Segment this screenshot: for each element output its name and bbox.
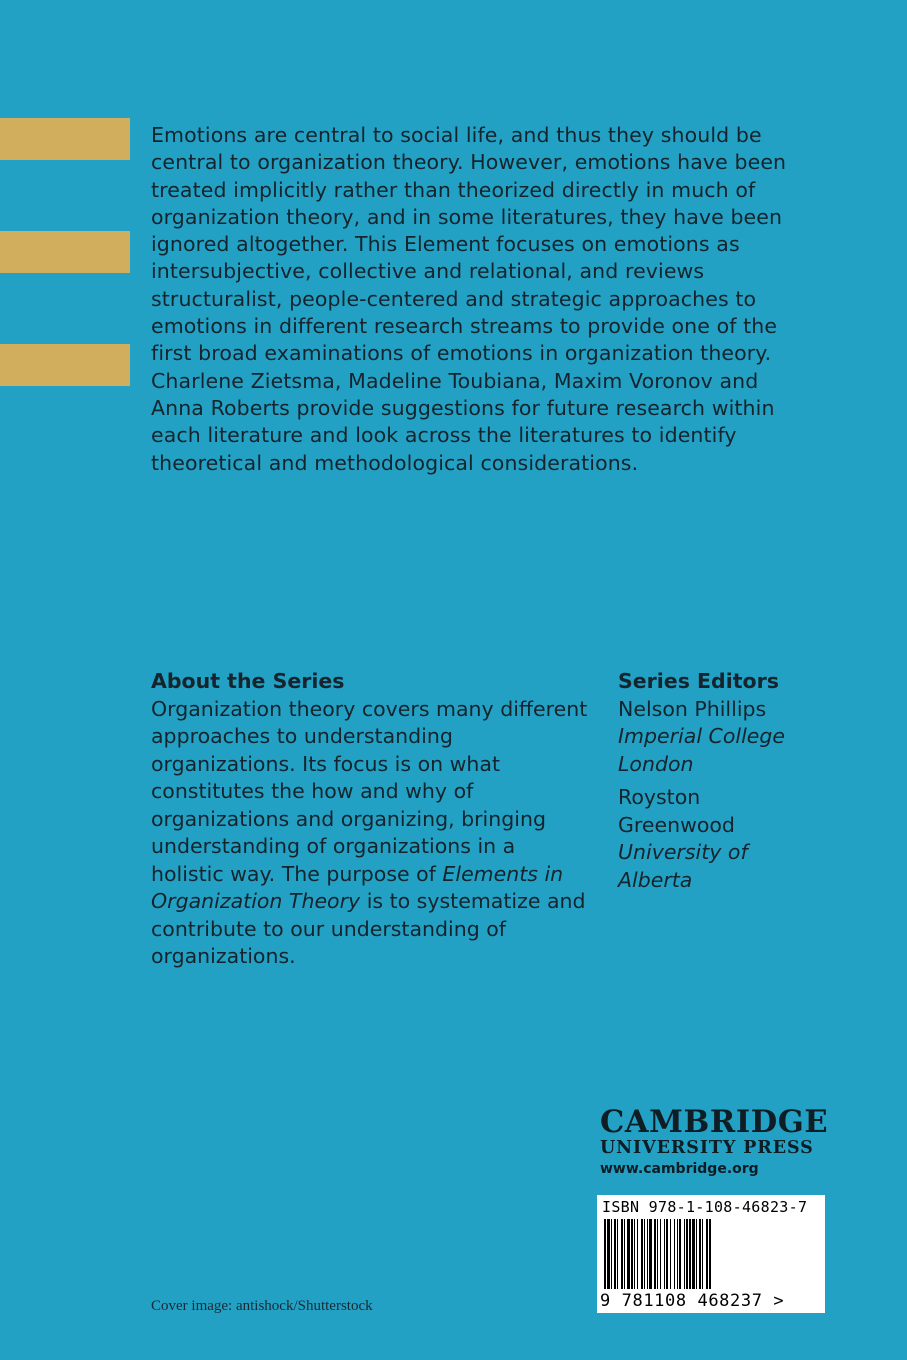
barcode-bar	[696, 1219, 697, 1289]
barcode-bar	[689, 1219, 691, 1289]
publisher-website: www.cambridge.org	[600, 1161, 759, 1177]
barcode-bar	[647, 1219, 648, 1289]
ean-digits: 9 781108 468237 >	[600, 1291, 785, 1311]
book-description: Emotions are central to social life, and thus they should be central to organization theory. However, emotions have been treated implicitly rather than theorized directly in much of organization theory, and in some literatures, they have been ignored altogether. This Element focuses on emotions as intersubjective, collective and relational, and reviews structuralist, people-centered and strategic approaches to emotions in different research streams to provide one of the first broad examinations of emotions in organization theory. Charlene Zietsma, Madeline Toubiana, Maxim Voronov and Anna Roberts provide suggestions for future research within each literature and look across the literatures to identify theoretical and methodological considerations.	[151, 123, 787, 475]
barcode-bar	[621, 1219, 623, 1289]
barcode-bar	[660, 1219, 661, 1289]
barcode-bar	[657, 1219, 658, 1289]
barcode-bar	[637, 1219, 638, 1289]
barcode-bar	[684, 1219, 685, 1289]
barcode-bar	[702, 1219, 703, 1289]
barcode-bar	[617, 1219, 618, 1289]
barcode-bar	[641, 1219, 643, 1289]
barcode-bar	[631, 1219, 633, 1289]
about-the-series	[151, 668, 591, 971]
barcode-bar	[634, 1219, 635, 1289]
editor-name: Nelson Phillips	[618, 696, 767, 721]
publisher-name: CAMBRIDGE	[600, 1104, 829, 1140]
publisher-logo	[600, 1104, 829, 1177]
barcode-bar	[614, 1219, 616, 1289]
barcode-bar	[664, 1219, 665, 1289]
barcode-bar	[624, 1219, 625, 1289]
barcode-bar	[607, 1219, 610, 1289]
editor-entry	[618, 784, 818, 894]
series-editors	[618, 668, 818, 900]
accent-bar	[0, 344, 130, 386]
about-series-text-end: is to systematize and contribute to our understanding of organizations.	[151, 889, 586, 968]
editor-name: Royston Greenwood	[618, 785, 735, 837]
barcode-bar	[604, 1219, 606, 1289]
cover-image-credit: Cover image: antishock/Shutterstock	[151, 1298, 373, 1314]
editor-affiliation: Imperial College London	[618, 724, 786, 776]
editor-entry	[618, 696, 818, 779]
about-series-text-start: Organization theory covers many different approaches to understanding organizations. Its focus is on what constitutes the how and why of organizations and organizing, bringing understanding of organizations in a holistic way. The purpose of	[151, 696, 588, 886]
barcode-bar	[670, 1219, 671, 1289]
accent-bar	[0, 231, 130, 273]
isbn-barcode	[597, 1195, 825, 1313]
barcode-bar	[649, 1219, 652, 1289]
isbn-label: ISBN 978-1-108-46823-7	[602, 1198, 808, 1216]
barcode-bar	[654, 1219, 656, 1289]
about-series-heading: About the Series	[151, 669, 345, 693]
barcode-bar	[611, 1219, 612, 1289]
barcode-bar	[644, 1219, 645, 1289]
barcode-bar	[699, 1219, 701, 1289]
accent-bar	[0, 118, 130, 160]
barcode-bar	[692, 1219, 695, 1289]
barcode-bar	[677, 1219, 678, 1289]
editor-affiliation: University of Alberta	[618, 840, 748, 892]
barcode-bar	[674, 1219, 675, 1289]
series-editors-heading: Series Editors	[618, 669, 779, 693]
barcode-bar	[679, 1219, 681, 1289]
barcode-bar	[709, 1219, 711, 1289]
barcode-bar	[627, 1219, 630, 1289]
publisher-subname: UNIVERSITY PRESS	[600, 1138, 814, 1158]
barcode-bar	[706, 1219, 708, 1289]
barcode-bar	[666, 1219, 668, 1289]
barcode-bar	[686, 1219, 688, 1289]
series-title: Elements in Organization Theory	[151, 861, 564, 913]
barcode-icon	[602, 1219, 820, 1293]
